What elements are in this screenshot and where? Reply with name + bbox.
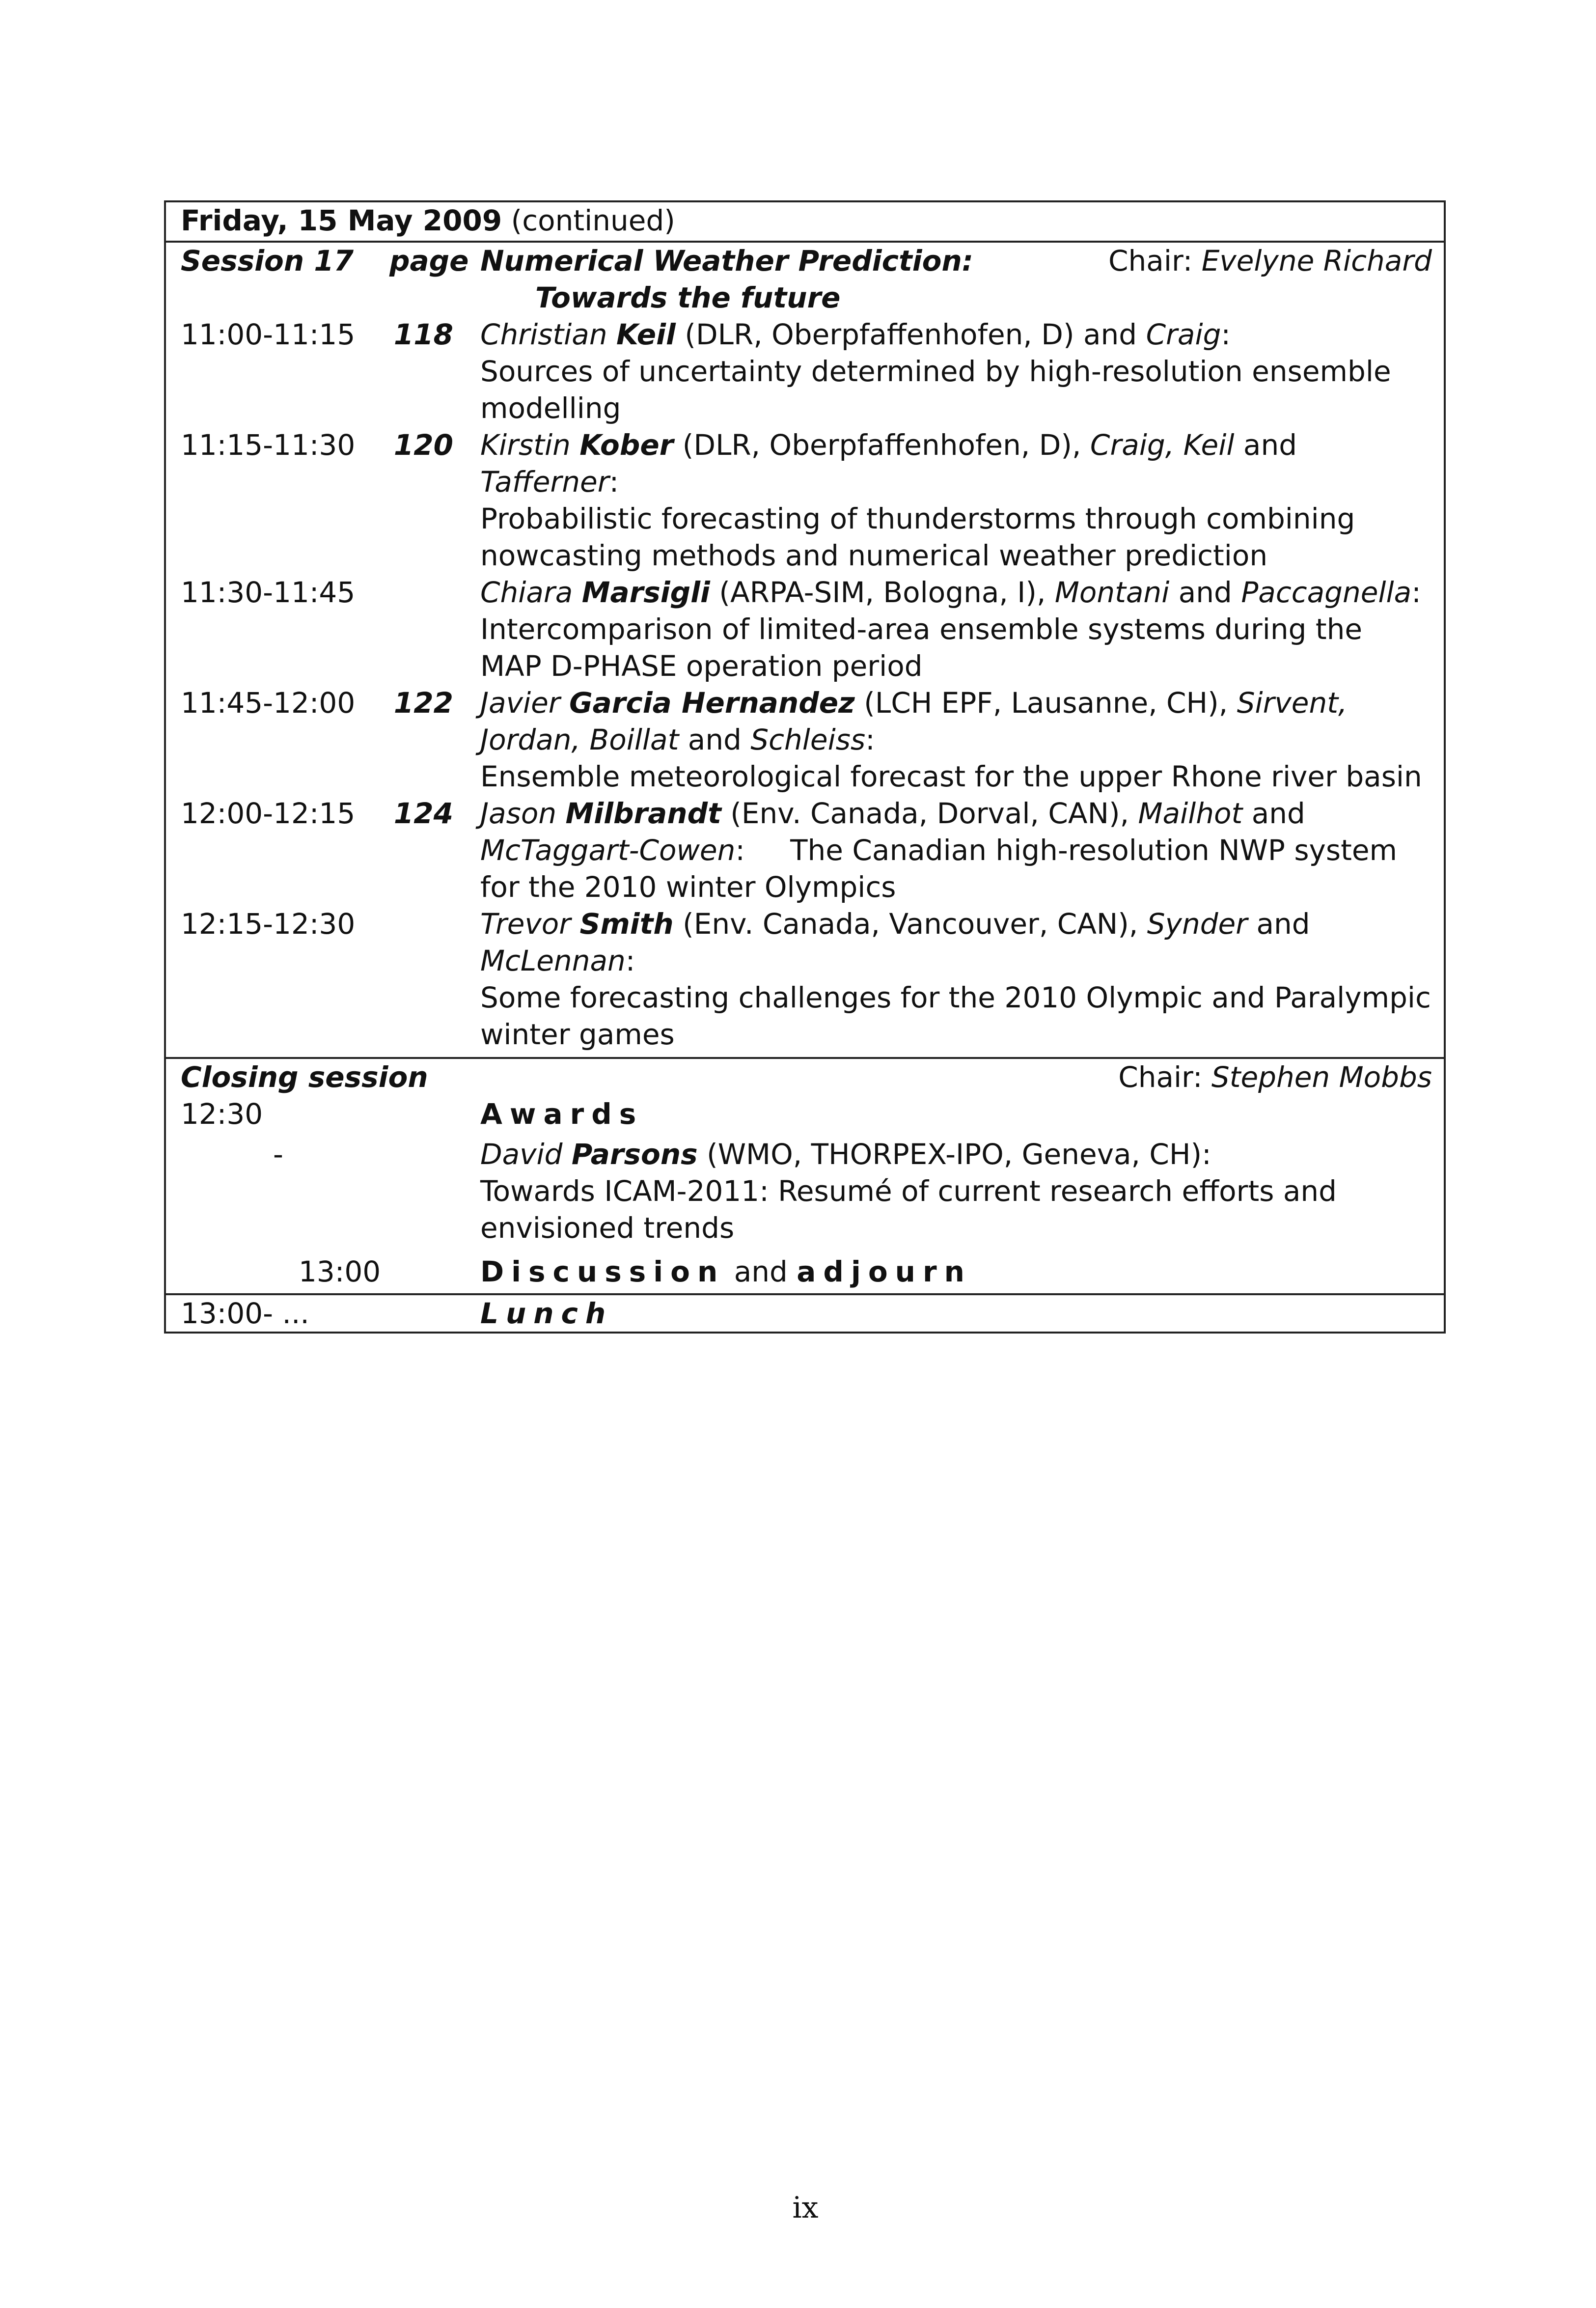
talk-page: 124: [393, 797, 453, 830]
talk-title: Some forecasting challenges for the 2010 Olympic and Paralympic winter games: [480, 981, 1431, 1051]
closing-end-row: [166, 1253, 1444, 1290]
closing-end-time: 13:00: [299, 1255, 381, 1288]
talk-page: 122: [393, 686, 453, 720]
day-header: [166, 202, 1444, 243]
talk-authors: Chiara Marsigli (ARPA-SIM, Bologna, I), Montani and Paccagnella:: [480, 576, 1421, 609]
talk-authors: Christian Keil (DLR, Oberpfaffenhofen, D) and Craig:: [480, 318, 1231, 351]
lunch-label: Lunch: [480, 1297, 613, 1330]
discussion-label: Discussion: [480, 1255, 725, 1288]
closing-start-row: [166, 1096, 1444, 1136]
talk-authors: Jason Milbrandt (Env. Canada, Dorval, CAN), Mailhot and McTaggart-Cowen: The Canadian high-resolution NWP system for the 2010 winter Olympics: [480, 797, 1398, 904]
talk-time: 12:15-12:30: [181, 907, 356, 941]
talk-title: Sources of uncertainty determined by high-resolution ensemble modelling: [480, 355, 1391, 425]
closing-header-row: [166, 1059, 1444, 1096]
awards-label: Awards: [480, 1097, 644, 1131]
talk-time: 12:00-12:15: [181, 797, 356, 830]
talk-time: 11:00-11:15: [181, 318, 356, 351]
talk-row: [166, 795, 1444, 906]
talk-authors: David Parsons (WMO, THORPEX-IPO, Geneva, CH):: [480, 1138, 1211, 1171]
page-number: ix: [792, 2191, 819, 2225]
session-title: Numerical Weather Prediction:: [480, 244, 973, 278]
talk-row: [166, 427, 1444, 574]
talk-title: The Canadian high-resolution NWP system for the 2010 winter Olympics: [480, 834, 1398, 904]
talk-page: [389, 574, 480, 685]
lunch-time: 13:00- ...: [181, 1297, 309, 1330]
closing-chair: Chair: Stephen Mobbs: [1118, 1060, 1432, 1094]
talk-authors: Trevor Smith (Env. Canada, Vancouver, CAN), Synder and McLennan:: [480, 907, 1310, 977]
session-chair: Chair: Evelyne Richard: [1108, 244, 1432, 278]
closing-talk-row: [166, 1136, 1444, 1247]
session-label: Session 17: [181, 244, 354, 278]
day-date: Friday, 15 May 2009: [181, 204, 502, 237]
session-header-row: [166, 243, 1444, 316]
talk-row: [166, 685, 1444, 795]
talk-row: [166, 906, 1444, 1053]
talk-time: 11:15-11:30: [181, 428, 356, 462]
talk-title: Towards ICAM-2011: Resumé of current research efforts and envisioned trends: [480, 1174, 1337, 1245]
session-subtitle: Towards the future: [535, 281, 841, 314]
talk-time: 11:45-12:00: [181, 686, 356, 720]
talk-title: Probabilistic forecasting of thunderstorms through combining nowcasting methods and numerical weather prediction: [480, 502, 1355, 572]
adjourn-label: adjourn: [797, 1255, 972, 1288]
talk-row: [166, 574, 1444, 685]
closing-label: Closing session: [181, 1060, 428, 1094]
talk-authors: Javier Garcia Hernandez (LCH EPF, Lausanne, CH), Sirvent, Jordan, Boillat and Schleiss:: [480, 686, 1348, 756]
talk-title: Intercomparison of limited-area ensemble systems during the MAP D-PHASE operation period: [480, 612, 1363, 683]
page-column-header: page: [389, 244, 469, 278]
day-continued: (continued): [502, 204, 675, 237]
schedule-table: [164, 200, 1446, 1334]
talk-time: 11:30-11:45: [181, 576, 356, 609]
talk-authors: Kirstin Kober (DLR, Oberpfaffenhofen, D), Craig, Keil and Tafferner:: [480, 428, 1297, 499]
lunch-row: [166, 1295, 1444, 1332]
talk-page: 120: [393, 428, 453, 462]
talk-row: [166, 316, 1444, 427]
talk-page: [389, 906, 480, 1053]
closing-start-time: 12:30: [181, 1097, 263, 1131]
talk-page: 118: [393, 318, 453, 351]
session-17: [166, 243, 1444, 1059]
talk-title: Ensemble meteorological forecast for the upper Rhone river basin: [480, 760, 1422, 793]
closing-session: [166, 1059, 1444, 1295]
and-word: and: [725, 1255, 797, 1288]
time-range-dash: -: [273, 1138, 283, 1171]
